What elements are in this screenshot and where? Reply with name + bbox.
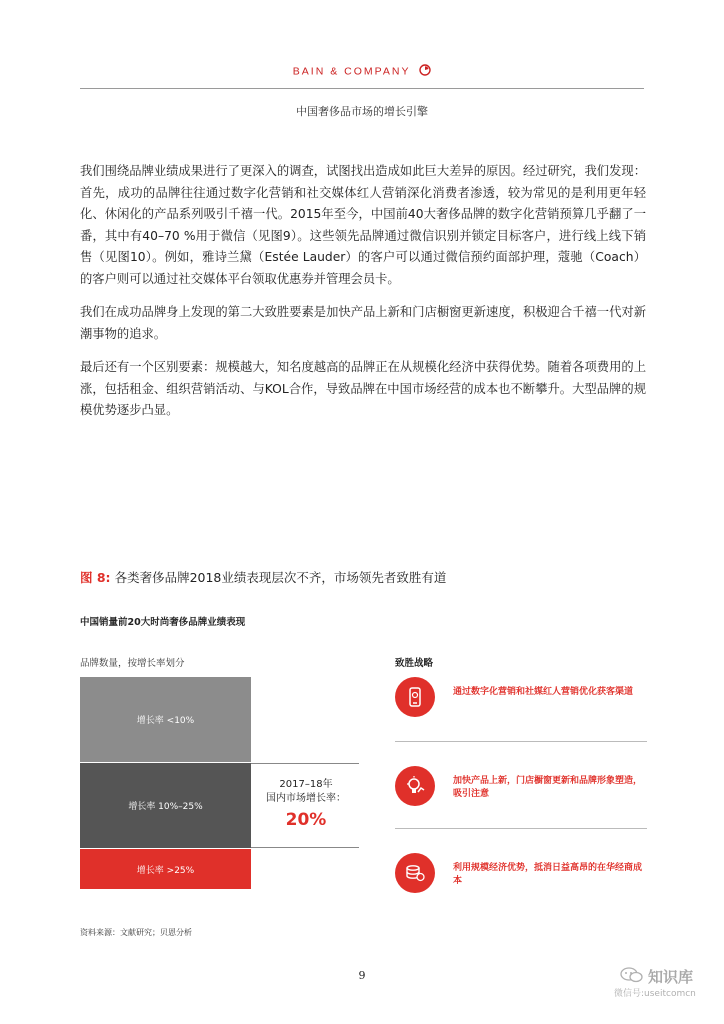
growth-text: 国内市场增长率： <box>266 793 346 804</box>
chart-title: 中国销量前20大时尚奢侈品牌业绩表现 <box>80 617 246 628</box>
watermark-id: 微信号:useitcomcn <box>614 989 696 999</box>
watermark-name: 知识库 <box>648 968 694 986</box>
segment-label: 增长率 10%–25% <box>128 802 203 812</box>
segment-growth-low <box>80 677 251 762</box>
paragraph-3: 最后还有一个区别要素：规模越大，知名度越高的品牌正在从规模化经济中获得优势。随着各项费用的上涨，包括租金、组织营销活动、与KOL合作，导致品牌在中国市场经营的成本也不断攀升。大型品牌的规模优势逐步凸显。 <box>80 360 646 417</box>
page-number: 9 <box>358 969 366 982</box>
figure-title <box>80 568 446 586</box>
bain-logo-icon <box>419 64 431 79</box>
segment-growth-mid <box>80 763 251 848</box>
smartphone-icon <box>395 677 435 717</box>
segment-growth-high <box>80 849 251 889</box>
brand-header <box>0 64 724 79</box>
strategy-item-product <box>395 766 647 822</box>
growth-year: 2017–18年 <box>279 779 333 790</box>
strategy-item-digital <box>395 677 647 733</box>
paragraph-1: 我们围绕品牌业绩成果进行了更深入的调查，试图找出造成如此巨大差异的原因。经过研究，我们发现：首先，成功的品牌往往通过数字化营销和社交媒体红人营销深化消费者渗透，较为常见的是利用更年轻化、休闲化的产品系列吸引千禧一代。2015年至今，中国前40大奢侈品牌的数字化营销预算几乎翻了一番，其中有40–70 %用于微信（见图9）。这些领先品牌通过微信识别并锁定目标客户，进行线上线下销售（见图10）。例如，雅诗兰黛（Estée Lauder）的客户可以通过微信预约面部护理，蔻驰（Coach）的客户则可以通过社交媒体平台领取优惠券并管理会员卡。 <box>80 164 646 286</box>
strategy-text: 通过数字化营销和社媒红人营销优化获客渠道 <box>453 687 634 697</box>
strategy-text: 加快产品上新，门店橱窗更新和品牌形象塑造，吸引注意 <box>453 776 643 799</box>
watermark <box>606 964 716 1004</box>
report-subtitle: 中国奢侈品市场的增长引擎 <box>296 105 428 118</box>
strategy-divider <box>395 741 647 742</box>
segment-label: 增长率 <10% <box>136 716 195 726</box>
strategy-item-scale <box>395 853 647 909</box>
growth-value: 20% <box>285 810 327 830</box>
header-divider <box>80 88 644 89</box>
strategy-heading: 致胜战略 <box>395 658 434 669</box>
growth-callout <box>256 778 356 830</box>
segment-label: 增长率 >25% <box>136 865 195 876</box>
figure-caption: 各类奢侈品牌2018业绩表现层次不齐，市场领先者致胜有道 <box>114 570 447 585</box>
paragraph-2: 我们在成功品牌身上发现的第二大致胜要素是加快产品上新和门店橱窗更新速度，积极迎合千禧一代对新潮事物的追求。 <box>80 305 646 341</box>
lightbulb-growth-icon <box>395 766 435 806</box>
coins-icon <box>395 853 435 893</box>
strategy-text: 利用规模经济优势，抵消日益高昂的在华经商成本 <box>453 863 643 886</box>
figure-source: 资料来源：文献研究；贝恩分析 <box>80 928 192 937</box>
brand-name: BAIN & COMPANY <box>292 65 411 78</box>
strategy-divider <box>395 828 647 829</box>
bar-axis-label: 品牌数量，按增长率划分 <box>80 658 185 669</box>
wechat-icon <box>620 966 644 988</box>
figure-number: 图 8: <box>80 570 111 585</box>
